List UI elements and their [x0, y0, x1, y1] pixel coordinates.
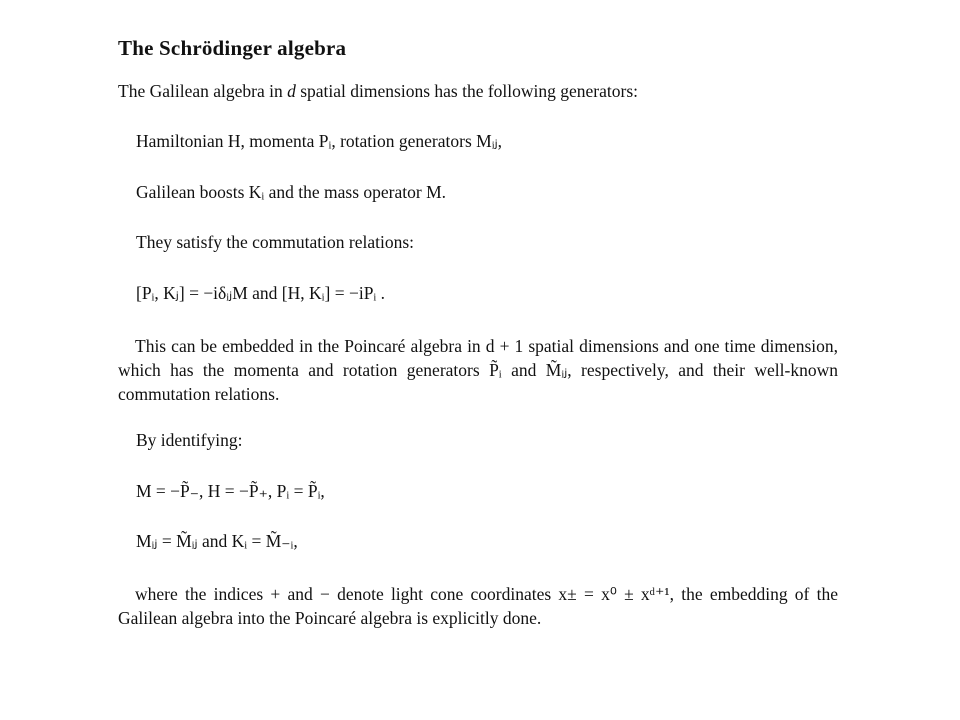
generators-line-1 — [136, 133, 502, 151]
embedding-paragraph — [118, 334, 838, 406]
commutation-intro — [136, 234, 414, 252]
intro-text-a: The Galilean algebra in — [118, 81, 288, 101]
identification-formula-2-text: Mᵢⱼ = M̃ᵢⱼ and Kᵢ = M̃₋ᵢ, — [136, 531, 298, 551]
closing-paragraph — [118, 582, 838, 630]
intro-line — [118, 83, 638, 101]
commutation-formula: [Pᵢ, Kⱼ] = −iδᵢⱼM and [H, Kᵢ] = −iPᵢ . — [136, 283, 386, 303]
intro-text-b: spatial dimensions has the following generators: — [295, 81, 638, 101]
identification-formula-2 — [136, 533, 298, 551]
commutation-relations — [136, 285, 385, 303]
intro-variable: d — [287, 81, 296, 101]
generators-line-1-text: Hamiltonian H, momenta Pᵢ, rotation generators Mᵢⱼ, — [136, 131, 503, 151]
embedding-paragraph-text: This can be embedded in the Poincaré algebra in d + 1 spatial dimensions and one time dimension, which has the momenta and rotation generators P̃ᵢ and M̃ᵢⱼ, respectively, and their well-known commutation relations. — [118, 336, 838, 404]
closing-paragraph-text: where the indices + and − denote light cone coordinates x± = x⁰ ± xᵈ⁺¹, the embedding of the Galilean algebra into the Poincaré algebra is explicitly done. — [118, 584, 838, 628]
identifying-text: By identifying: — [136, 430, 243, 450]
identification-formula-1-text: M = −P̃₋, H = −P̃₊, Pᵢ = P̃ᵢ, — [136, 481, 325, 501]
page-title: The Schrödinger algebra — [118, 36, 347, 60]
identification-formula-1 — [136, 483, 325, 501]
identifying-line — [136, 432, 242, 450]
commutation-intro-text: They satisfy the commutation relations: — [136, 232, 414, 252]
generators-line-2 — [136, 184, 446, 202]
generators-line-2-text: Galilean boosts Kᵢ and the mass operator M. — [136, 182, 447, 202]
